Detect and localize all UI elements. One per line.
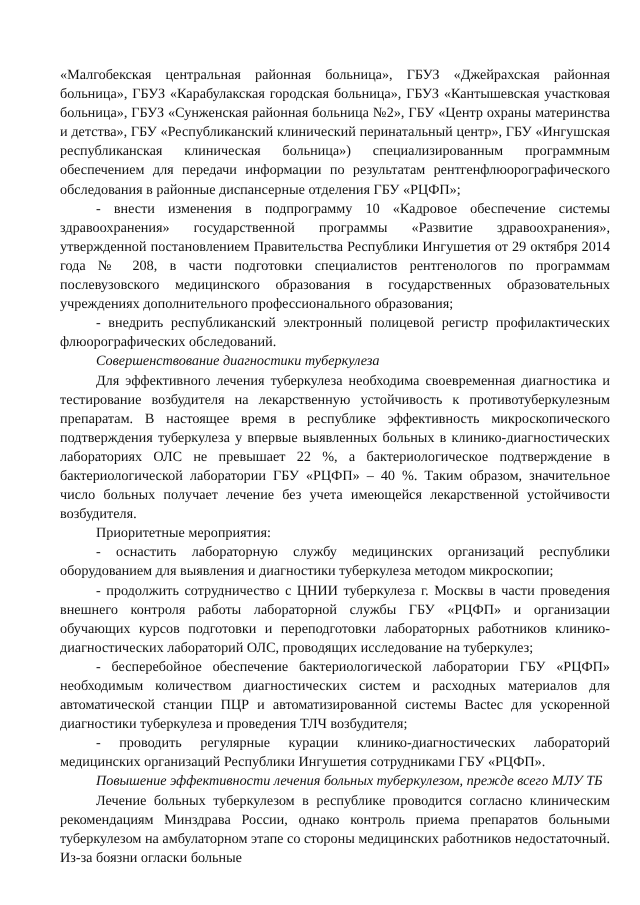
paragraph-lab-supply: - бесперебойное обеспечение бактериологической лаборатории ГБУ «РЦФП» необходимым количеством диагностических систем и расходных материалов для автоматической станции ПЦР и автоматизированной системы Bactec для ускоренной диагностики туберкулеза и проведения ТЛЧ возбудителя; [60, 658, 610, 733]
section-heading-diagnostics: Совершенствование диагностики туберкулеза [96, 353, 380, 370]
paragraph-lab-equipment: - оснастить лабораторную службу медицинских организаций республики оборудованием для выявления и диагностики туберкулеза методом микроскопии; [60, 544, 610, 580]
paragraph-priority-measures-label: Приоритетные мероприятия: [96, 525, 271, 542]
paragraph-electronic-register: - внедрить республиканский электронный полицевой регистр профилактических флюорографических обследований. [60, 315, 610, 351]
paragraph-lab-curation: - проводить регулярные курации клинико-диагностических лабораторий медицинских организаций Республики Ингушетия сотрудниками ГБУ «РЦФП». [60, 735, 610, 771]
paragraph-hospital-list: «Малгобекская центральная районная больница», ГБУЗ «Джейрахская районная больница», ГБУЗ «Карабулакская городская больница», ГБУЗ «Кантышевская участковая больница», ГБУЗ «Сунженская районная больница №2», ГБУ «Центр охраны материнства и детства», ГБУ «Республиканский клинический перинатальный центр», ГБУ «Ингушская республиканская клиническая больница») специализированным программным обеспечением для передачи информации по результатам рентгенфлюорографического обследования в районные диспансерные отделения ГБУ «РЦФП»; [60, 67, 610, 198]
paragraph-treatment-overview: Лечение больных туберкулезом в республике проводится согласно клиническим рекомендациям Минздрава России, однако контроль приема препаратов больными туберкулезом на амбулаторном этапе со стороны медицинских работников недостаточный. Из-за боязни огласки больные [60, 792, 610, 866]
paragraph-diagnostics-overview: Для эффективного лечения туберкулеза необходима своевременная диагностика и тестирование возбудителя на лекарственную устойчивость к противотуберкулезным препаратам. В настоящее время в республике эффективность микроскопического подтверждения туберкулеза у впервые выявленных больных в клинико-диагностических лабораториях ОЛС не превышает 22 %, а бактериологическое подтверждение в бактериологической лаборатории ГБУ «РЦФП» – 40 %. Таким образом, значительное число больных получает лечение без учета имеющейся лекарственной устойчивости возбудителя. [60, 372, 610, 523]
section-heading-treatment: Повышение эффективности лечения больных туберкулезом, прежде всего МЛУ ТБ [96, 773, 603, 790]
paragraph-cooperation: - продолжить сотрудничество с ЦНИИ туберкулеза г. Москвы в части проведения внешнего контроля работы лабораторной службы ГБУ «РЦФП» и организации обучающих курсов подготовки и переподготовки лабораторных работников клинико-диагностических лабораторий ОЛС, проводящих исследование на туберкулез; [60, 582, 610, 656]
document-page [60, 66, 610, 868]
paragraph-staffing-subprogram: - внести изменения в подпрограмму 10 «Кадровое обеспечение системы здравоохранения» государственной программы «Развитие здравоохранения», утвержденной постановлением Правительства Республики Ингушетия от 29 октября 2014 года № 208, в части подготовки специалистов рентгенологов по программам послевузовского медицинского образования в государственных образовательных учреждениях дополнительного профессионального образования; [60, 200, 610, 313]
